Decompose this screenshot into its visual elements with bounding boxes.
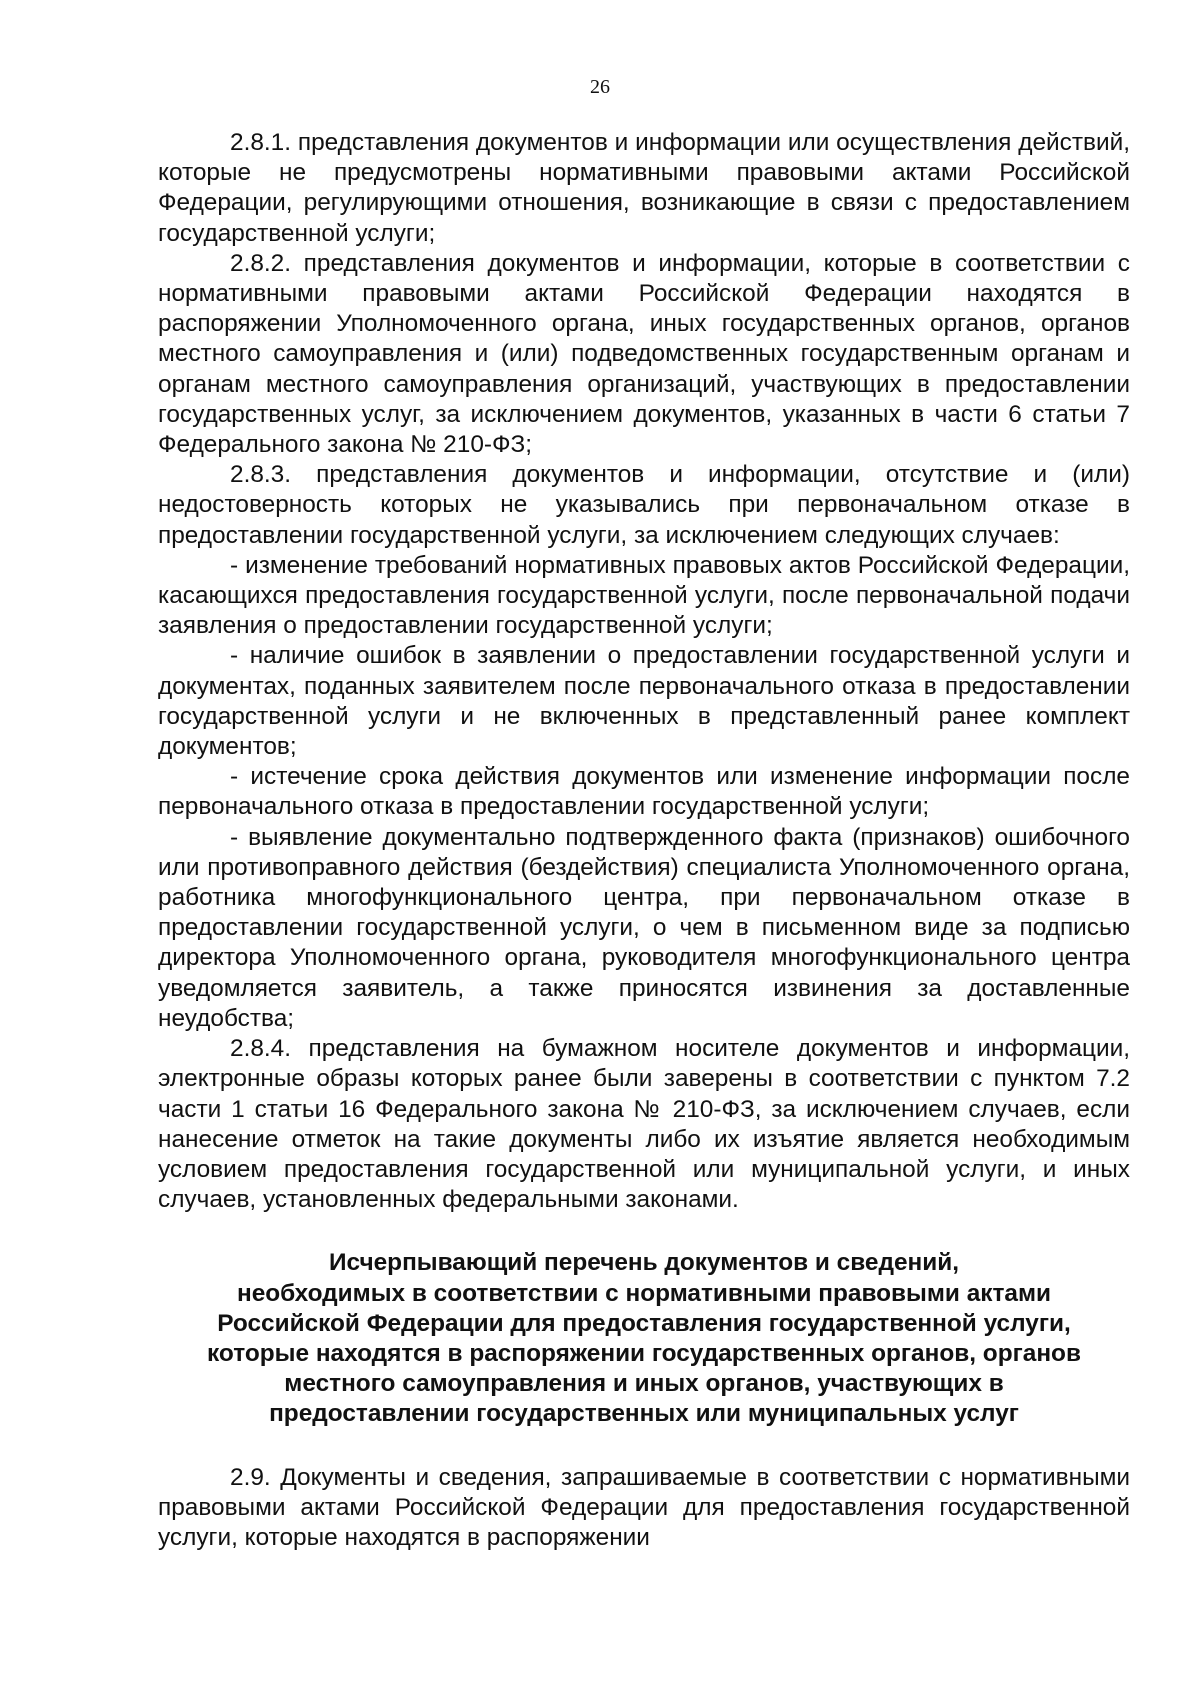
page-number: 26 bbox=[590, 76, 610, 98]
list-item-erroneous-action: - выявление документально подтвержденного факта (признаков) ошибочного или противоправного действия (бездействия) специалиста Уполномоченного органа, работника многофункционального центра, при первоначальном отказе в предоставлении государственной услуги, о чем в письменном виде за подписью директора Уполномоченного органа, руководителя многофункционального центра уведомляется заявитель, а также приносятся извинения за доставленные неудобства; bbox=[158, 823, 1130, 1032]
heading-line: Исчерпывающий перечень документов и сведений, bbox=[328, 1249, 960, 1277]
heading-line: Российской Федерации для предоставления государственной услуги, bbox=[217, 1309, 1071, 1337]
heading-line: необходимых в соответствии с нормативными правовыми актами bbox=[236, 1279, 1052, 1307]
paragraph-2-8-1: 2.8.1. представления документов и информации или осуществления действий, которые не предусмотрены нормативными правовыми актами Российской Федерации, регулирующими отношения, возникающие в связи с предоставлением государственной услуги; bbox=[158, 129, 1130, 247]
document-body bbox=[158, 128, 1130, 1553]
section-heading bbox=[158, 1248, 1130, 1429]
list-item-requirements-change: - изменение требований нормативных правовых актов Российской Федерации, касающихся предоставления государственной услуги, после первоначальной подачи заявления о предоставлении государственной услуги; bbox=[158, 551, 1130, 640]
paragraph-2-8-4: 2.8.4. представления на бумажном носителе документов и информации, электронные образы которых ранее были заверены в соответствии с пунктом 7.2 части 1 статьи 16 Федерального закона № 210-ФЗ, за исключением случаев, если нанесение отметок на такие документы либо их изъятие является необходимым условием предоставления государственной или муниципальной услуги, и иных случаев, установленных федеральными законами. bbox=[158, 1035, 1130, 1214]
paragraph-2-9: 2.9. Документы и сведения, запрашиваемые в соответствии с нормативными правовыми актами Российской Федерации для предоставления государственной услуги, которые находятся в распоряжении bbox=[158, 1463, 1130, 1551]
paragraph-2-8-3: 2.8.3. представления документов и информации, отсутствие и (или) недостоверность которых не указывались при первоначальном отказе в предоставлении государственной услуги, за исключением следующих случаев: bbox=[158, 461, 1130, 549]
paragraph-2-8-2: 2.8.2. представления документов и информации, которые в соответствии с нормативными правовыми актами Российской Федерации находятся в распоряжении Уполномоченного органа, иных государственных органов, органов местного самоуправления и (или) подведомственных государственным органам и органам местного самоуправления организаций, участвующих в предоставлении государственных услуг, за исключением документов, указанных в части 6 статьи 7 Федерального закона № 210-ФЗ; bbox=[158, 249, 1130, 459]
heading-line: которые находятся в распоряжении государственных органов, органов bbox=[207, 1339, 1081, 1367]
heading-line: предоставлении государственных или муниципальных услуг bbox=[269, 1400, 1019, 1428]
list-item-application-errors: - наличие ошибок в заявлении о предоставлении государственной услуги и документах, поданных заявителем после первоначального отказа в предоставлении государственной услуги и не включенных в представленный ранее комплект документов; bbox=[158, 642, 1130, 761]
heading-line: местного самоуправления и иных органов, участвующих в bbox=[284, 1370, 1004, 1398]
list-item-document-expiry: - истечение срока действия документов или изменение информации после первоначального отказа в предоставлении государственной услуги; bbox=[158, 763, 1130, 821]
